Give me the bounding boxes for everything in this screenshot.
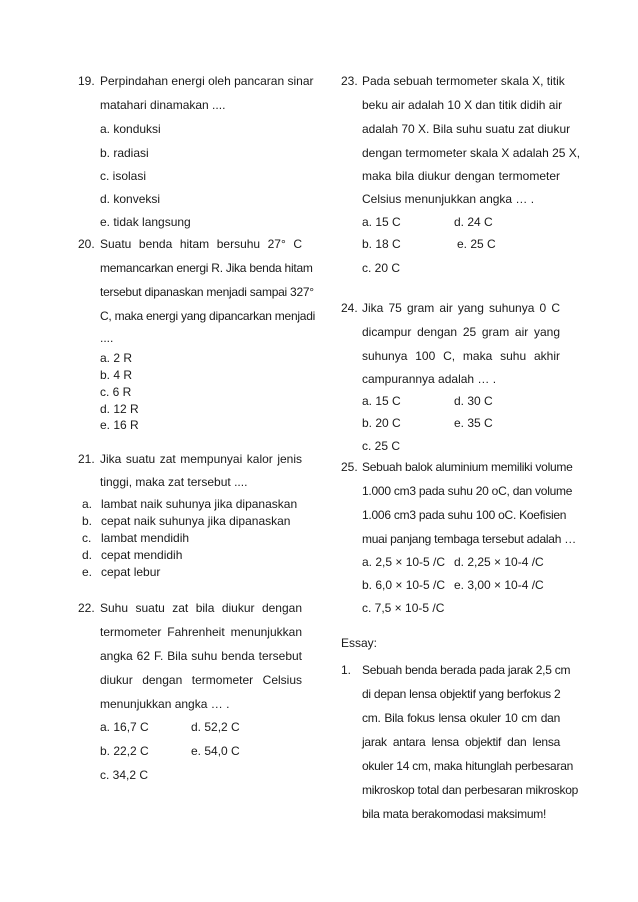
option-c: c. 25 C <box>362 439 401 453</box>
question-text-line: diukur dengan termometer Celsius <box>100 673 302 687</box>
option-b: b. 4 R <box>100 368 133 382</box>
option-letter: e. <box>82 565 93 579</box>
option-e: e. 25 C <box>457 237 496 251</box>
question-text-line: Pada sebuah termometer skala X, titik <box>362 74 565 88</box>
question-text-line: menunjukkan angka … . <box>100 697 230 711</box>
option-a: a. konduksi <box>100 122 161 136</box>
option-b: b. 6,0 × 10-5 /C <box>362 578 446 592</box>
question-number: 23. <box>341 74 358 88</box>
essay-heading: Essay: <box>341 636 378 650</box>
option-d: d. konveksi <box>100 192 161 206</box>
question-text-line: maka bila diukur dengan termometer <box>362 169 560 183</box>
question-text-line: cm. Bila fokus lensa okuler 10 cm dan <box>362 711 560 725</box>
option-b: cepat naik suhunya jika dipanaskan <box>101 514 291 528</box>
option-d: d. 30 C <box>454 394 493 408</box>
question-text-line: Jika 75 gram air yang suhunya 0 C <box>362 301 560 315</box>
question-text-line: jarak antara lensa objektif dan lensa <box>362 735 560 749</box>
question-text-line: Sebuah balok aluminium memiliki volume <box>362 460 573 474</box>
question-text-line: angka 62 F. Bila suhu benda tersebut <box>100 649 302 663</box>
question-text-line: adalah 70 X. Bila suhu suatu zat diukur <box>362 122 571 136</box>
question-text-line: beku air adalah 10 X dan titik didih air <box>362 98 563 112</box>
question-text-line: dengan termometer skala X adalah 25 X, <box>362 146 581 160</box>
option-d: d. 52,2 C <box>191 720 240 734</box>
question-text-line: suhunya 100 C, maka suhu akhir <box>362 349 560 363</box>
option-b: b. 18 C <box>362 237 401 251</box>
question-text-line: dicampur dengan 25 gram air yang <box>362 325 560 339</box>
option-letter: a. <box>82 497 93 511</box>
option-b: b. 22,2 C <box>100 744 149 758</box>
question-text-line: tinggi, maka zat tersebut .... <box>100 475 248 489</box>
question-number: 1. <box>341 663 352 677</box>
question-text-line: Suhu suatu zat bila diukur dengan <box>100 601 302 615</box>
option-c: lambat mendidih <box>101 531 190 545</box>
question-number: 22. <box>78 601 95 615</box>
option-letter: b. <box>82 514 93 528</box>
option-d: d. 24 C <box>454 215 493 229</box>
question-number: 25. <box>341 460 358 474</box>
option-e: e. 3,00 × 10-4 /C <box>454 578 544 592</box>
question-text-line: mikroskop total dan perbesaran mikroskop <box>362 783 579 797</box>
question-text-line: Sebuah benda berada pada jarak 2,5 cm <box>362 663 571 677</box>
question-text-line: bila mata berakomodasi maksimum! <box>362 807 547 821</box>
question-number: 20. <box>78 237 95 251</box>
option-c: c. 7,5 × 10-5 /C <box>362 601 445 615</box>
option-c: c. 6 R <box>100 385 132 399</box>
question-text-line: tersebut dipanaskan menjadi sampai 327° <box>100 285 314 299</box>
option-e: e. 16 R <box>100 418 139 432</box>
question-text-line: campurannya adalah … . <box>362 372 497 386</box>
option-d: d. 2,25 × 10-4 /C <box>454 555 544 569</box>
option-e: e. 35 C <box>454 416 493 430</box>
question-number: 19. <box>78 74 95 88</box>
question-text-line: C, maka energi yang dipancarkan menjadi <box>100 309 316 323</box>
option-e: cepat lebur <box>101 565 161 579</box>
option-letter: d. <box>82 548 93 562</box>
option-b: b. 20 C <box>362 416 401 430</box>
question-text-line: Celsius menunjukkan angka … . <box>362 192 535 206</box>
question-text-line: muai panjang tembaga tersebut adalah … <box>362 532 576 546</box>
option-c: c. 20 C <box>362 261 401 275</box>
question-text-line: .... <box>100 331 114 345</box>
question-text-line: okuler 14 cm, maka hitunglah perbesaran <box>362 759 574 773</box>
option-a: lambat naik suhunya jika dipanaskan <box>101 497 298 511</box>
option-c: c. 34,2 C <box>100 768 149 782</box>
question-text-line: 1.006 cm3 pada suhu 100 oC. Koefisien <box>362 508 567 522</box>
question-text-line: Perpindahan energi oleh pancaran sinar <box>100 74 314 88</box>
question-text-line: memancarkan energi R. Jika benda hitam <box>100 261 313 275</box>
question-number: 24. <box>341 301 358 315</box>
option-e: e. 54,0 C <box>191 744 240 758</box>
option-a: a. 15 C <box>362 394 401 408</box>
option-a: a. 15 C <box>362 215 401 229</box>
question-text-line: 1.000 cm3 pada suhu 20 oC, dan volume <box>362 484 573 498</box>
option-e: e. tidak langsung <box>100 215 191 229</box>
question-text-line: termometer Fahrenheit menunjukkan <box>100 625 302 639</box>
question-text-line: di depan lensa objektif yang berfokus 2 <box>362 687 561 701</box>
option-a: a. 2,5 × 10-5 /C <box>362 555 446 569</box>
option-c: c. isolasi <box>100 169 147 183</box>
option-letter: c. <box>82 531 92 545</box>
option-d: d. 12 R <box>100 402 139 416</box>
option-a: a. 2 R <box>100 351 133 365</box>
option-b: b. radiasi <box>100 146 149 160</box>
question-text-line: matahari dinamakan .... <box>100 98 226 112</box>
option-a: a. 16,7 C <box>100 720 149 734</box>
option-d: cepat mendidih <box>101 548 183 562</box>
question-text-line: Jika suatu zat mempunyai kalor jenis <box>100 452 302 466</box>
question-number: 21. <box>78 452 95 466</box>
question-text-line: Suatu benda hitam bersuhu 27° C <box>100 237 302 251</box>
